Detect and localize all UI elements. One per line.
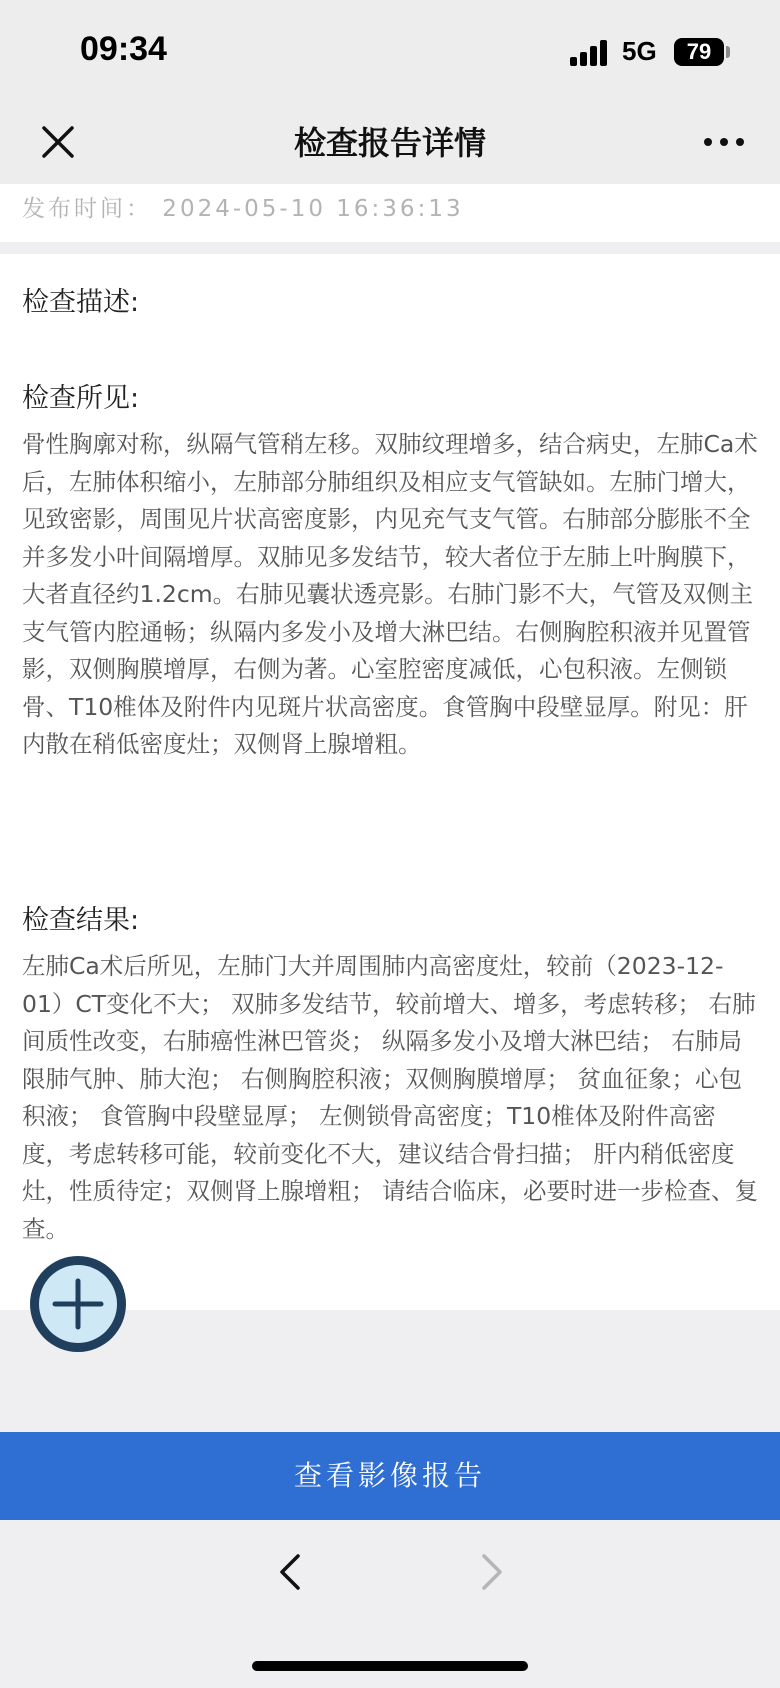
fab-inner [39,1265,117,1343]
more-dots-icon [700,130,748,154]
floating-add-button[interactable] [30,1256,126,1352]
home-indicator[interactable] [252,1661,528,1671]
back-button[interactable] [270,1550,310,1594]
forward-button[interactable] [472,1550,512,1594]
findings-text: 骨性胸廓对称，纵隔气管稍左移。双肺纹理增多，结合病史，左肺Ca术后，左肺体积缩小，左肺部分肺组织及相应支气管缺如。左肺门增大，见致密影，周围见片状高密度影，内见充气支气管。右肺部分膨胀不全并多发小叶间隔增厚。双肺见多发结节，较大者位于左肺上叶胸膜下，大者直径约1.2cm。右肺见囊状透亮影。右肺门影不大，气管及双侧主支气管内腔通畅；纵隔内多发小及增大淋巴结。右侧胸腔积液并见置管影，双侧胸膜增厚，右侧为著。心室腔密度减低，心包积液。左侧锁骨、T10椎体及附件内见斑片状高密度。食管胸中段壁显厚。附见：肝内散在稍低密度灶；双侧肾上腺增粗。 [22,430,758,758]
battery-icon: 79 [674,38,724,66]
publish-section [0,184,780,242]
result-title: 检查结果: [22,905,140,936]
chevron-left-icon [270,1550,310,1594]
more-button[interactable] [700,130,748,154]
chevron-right-icon [472,1550,512,1594]
description-title: 检查描述: [22,287,140,318]
page-title: 检查报告详情 [293,124,486,162]
signal-icon [570,40,610,66]
plus-icon [39,1265,117,1343]
publish-time: 发布时间： 2024-05-10 16:36:13 [22,196,464,222]
report-card [0,254,780,1310]
network-type: 5G [622,36,657,66]
nav-bar [0,100,780,184]
status-time: 09:34 [80,30,167,68]
battery-cap [726,46,730,58]
status-bar [0,0,780,100]
findings-title: 检查所见: [22,383,140,414]
result-text: 左肺Ca术后所见，左肺门大并周围肺内高密度灶，较前（2023-12-01）CT变化不大； 双肺多发结节，较前增大、增多，考虑转移； 右肺间质性改变，右肺癌性淋巴管炎； 纵隔多发小及增大淋巴结； 右肺局限肺气肿、肺大泡； 右侧胸腔积液；双侧胸膜增厚； 贫血征象；心包积液； 食管胸中段壁显厚； 左侧锁骨高密度；T10椎体及附件高密度，考虑转移可能，较前变化不大，建议结合骨扫描； 肝内稍低密度灶，性质待定；双侧肾上腺增粗； 请结合临床，必要时进一步检查、复查。 [22,952,758,1243]
view-image-report-button[interactable]: 查看影像报告 [0,1432,780,1520]
